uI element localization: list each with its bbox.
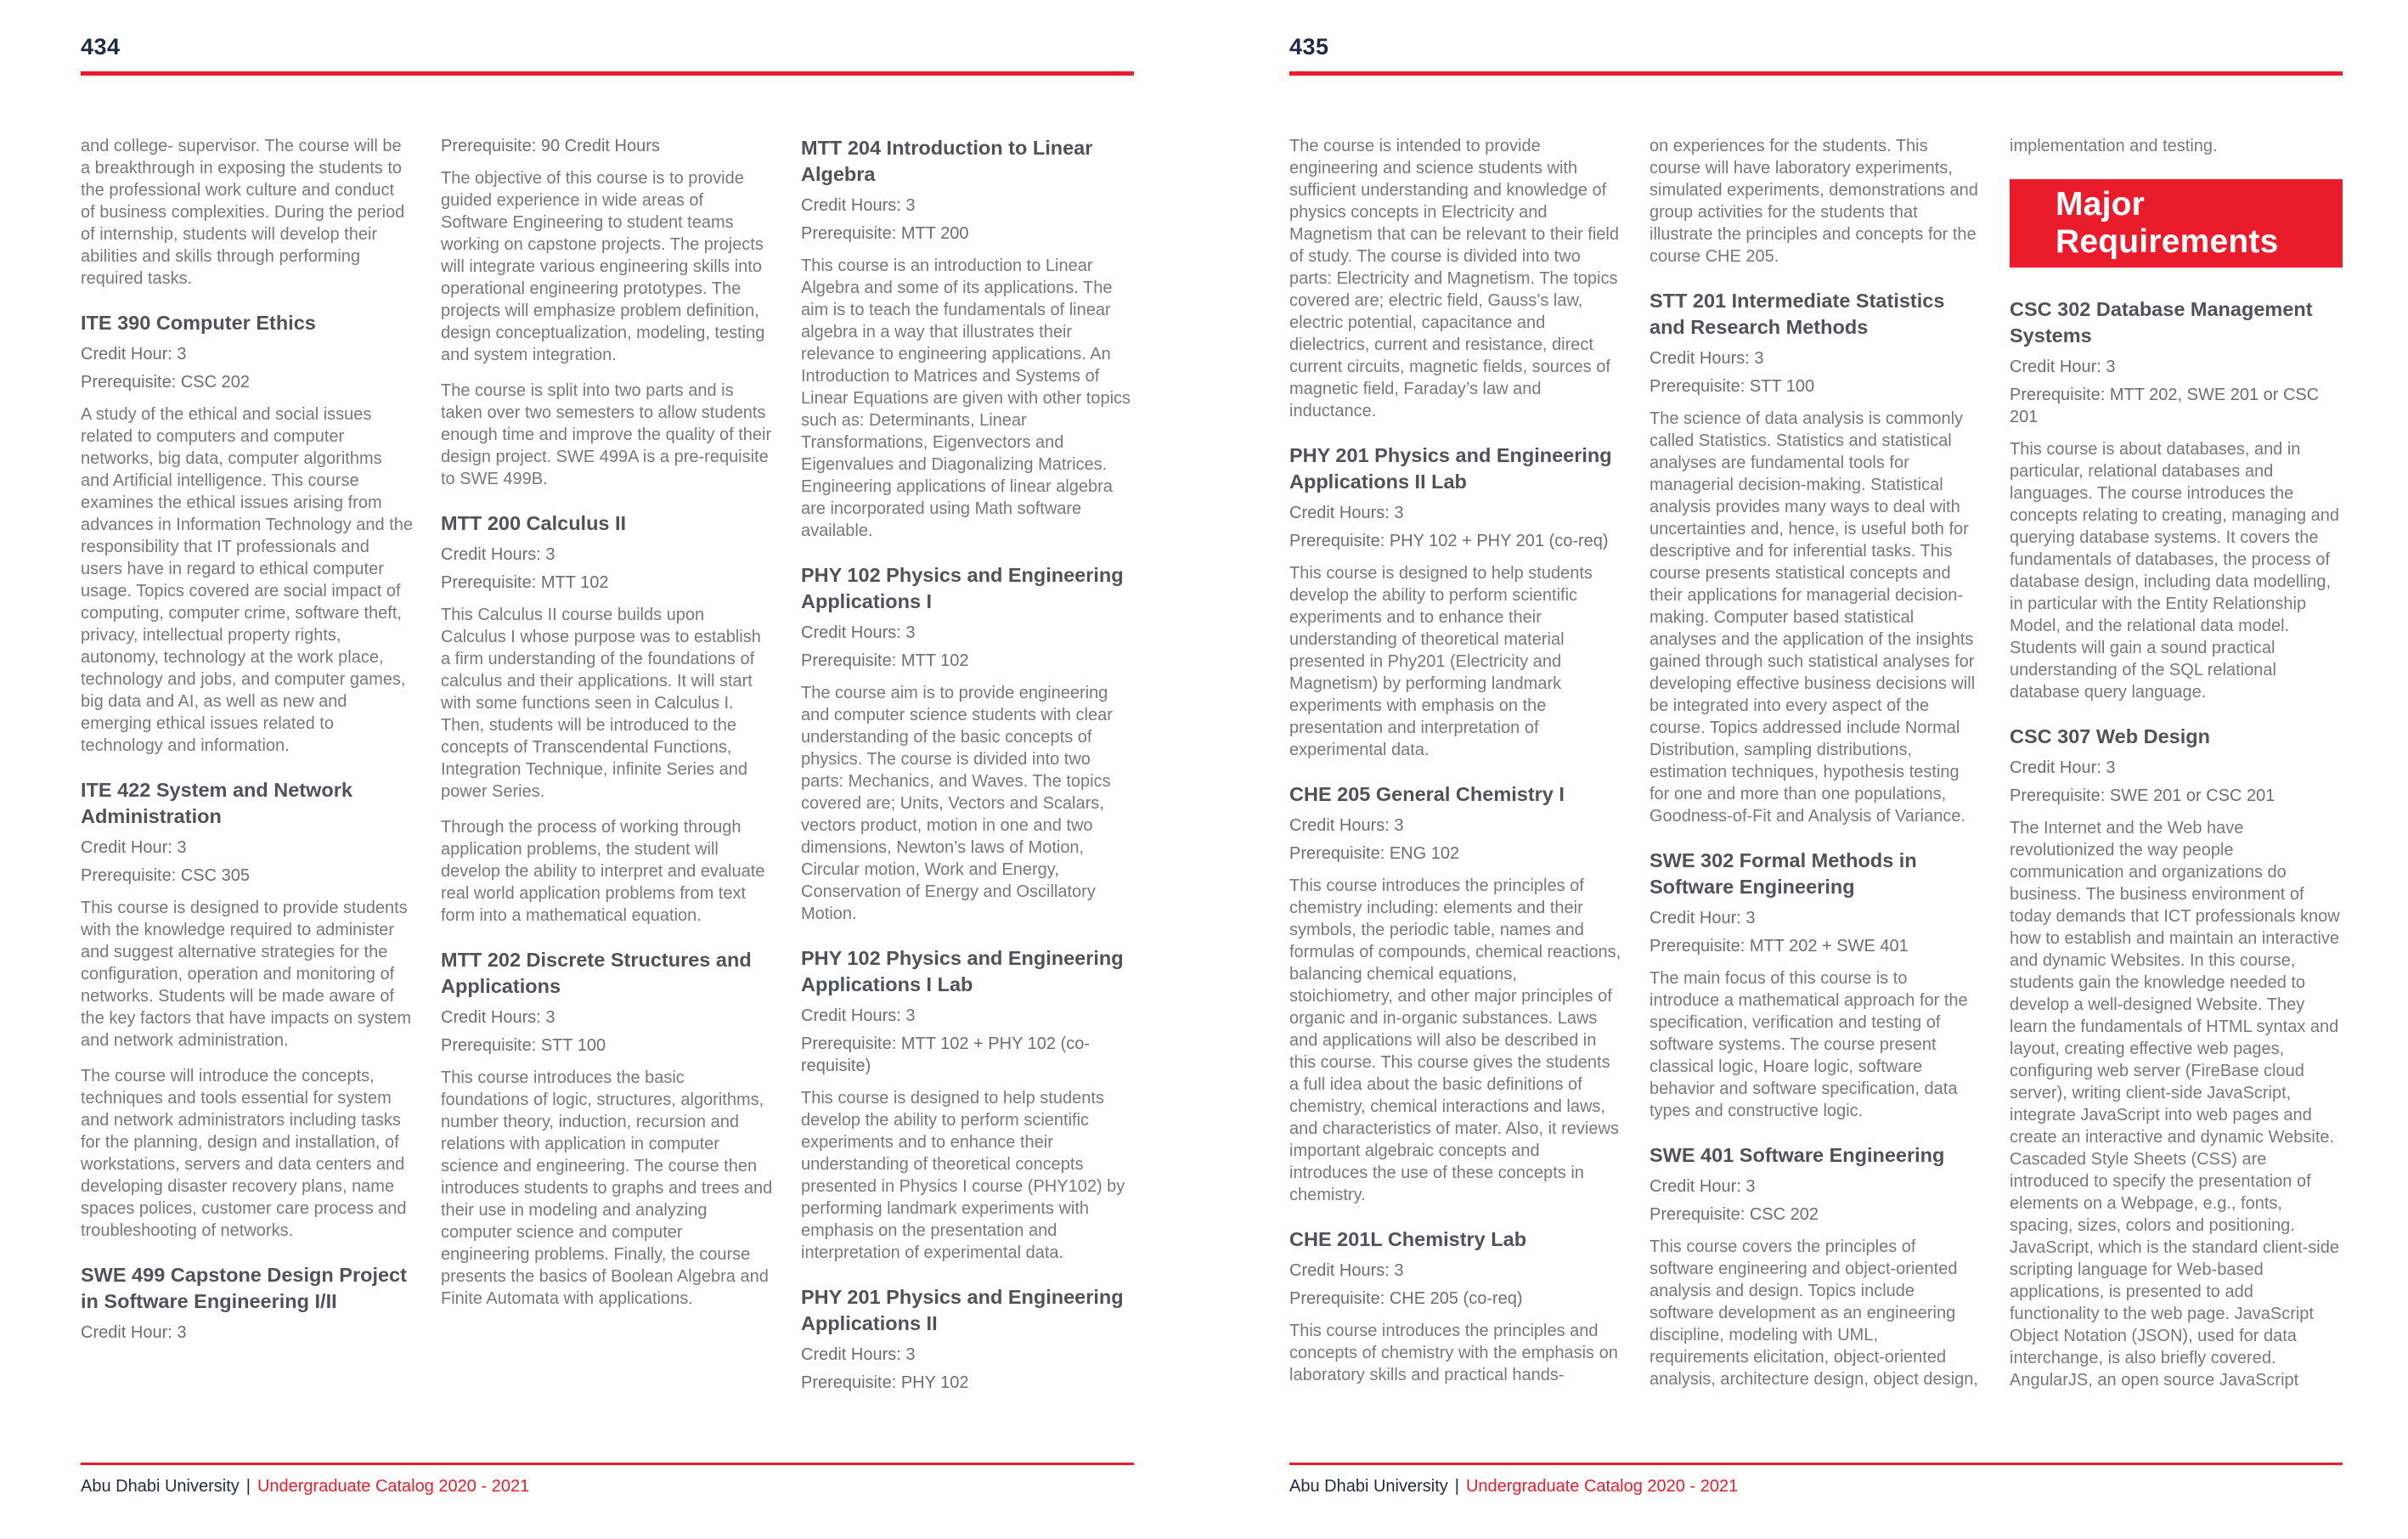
- paragraph: The Internet and the Web have revolutionized the way people communication and organizations do business. The business environment of today demands that ICT professionals know how to establish and maintain an interactive and dynamic Websites. In this course, students gain the knowledge needed to develop a well-designed Website. They learn the fundamentals of HTML syntax and layout, creating effective web pages, configuring web server (FireBase cloud server), writing client-side JavaScript, integrate JavaScript into web pages and create an interactive and dynamic Website. Cascaded Style Sheets (CSS) are introduced to specify the presentation of elements on a Webpage, e.g., fonts, spacing, sizes, colors and positioning. JavaScript, which is the standard client-side scripting language for Web-based applications, is presented to add functionality to the web page. JavaScript Object Notation (JSON), used for data interchange, is also briefly covered. AngularJS, an open source JavaScript: [2010, 819, 2340, 1390]
- course-meta: Credit Hour: 3: [81, 345, 187, 364]
- course-meta: Prerequisite: ENG 102: [1289, 844, 1460, 863]
- course-meta: Prerequisite: SWE 201 or CSC 201: [2010, 786, 2275, 805]
- footer-university-name: Abu Dhabi University: [1289, 1477, 1448, 1496]
- catalog-page-434: [81, 0, 1134, 1539]
- course-meta: Credit Hour: 3: [81, 838, 187, 857]
- course-meta: Credit Hours: 3: [1289, 504, 1404, 522]
- paragraph: A study of the ethical and social issues related to computers and computer networks, big data, computer algorithms and Artificial intelligence. This course examines the ethical issues arising from advances in Information Technology and the responsibility that IT professionals and users have in regard to ethical computer usage. Topics covered are social impact of computing, computer crime, software theft, privacy, intellectual property rights, autonomy, technology at the work place, technology and jobs, and computer games, big data and AI, as well as new and emerging ethical issues related to technology and information.: [81, 405, 414, 755]
- column: [1650, 135, 1982, 1404]
- paragraph: This course is designed to help students develop the ability to perform scientific experiments and to enhance their understanding of theoretical concepts presented in Physics I course (PHY102) by performing landmark experiments with emphasis on the presentation and interpretation of experimental data.: [801, 1089, 1125, 1262]
- course-meta: Credit Hours: 3: [441, 545, 555, 564]
- course-meta: Credit Hour: 3: [1650, 1177, 1756, 1196]
- banner-label: Major Requirements: [2056, 186, 2279, 260]
- course-title: PHY 102 Physics and Engineering Applications I Lab: [801, 947, 1124, 995]
- course-meta: Prerequisite: CSC 305: [81, 866, 250, 885]
- page-number: 434: [81, 34, 121, 59]
- course-title: SWE 401 Software Engineering: [1650, 1144, 1945, 1166]
- paragraph: This course is designed to help students develop the ability to perform scientific experiments and to enhance their understanding of theoretical material presented in Phy201 (Electricity and Magnetism) by performing landmark experiments with emphasis on the presentation and interpretation of experimental data.: [1289, 564, 1593, 759]
- course-meta: Credit Hours: 3: [801, 623, 916, 642]
- course-meta: Credit Hour: 3: [2010, 358, 2116, 376]
- course-title: CHE 205 General Chemistry I: [1289, 783, 1565, 805]
- page-number: 435: [1289, 34, 1329, 59]
- paragraph: The course is split into two parts and is taken over two semesters to allow students enough time and improve the quality of their design project. SWE 499A is a pre-requisite to SWE 499B.: [441, 381, 772, 488]
- column: [1289, 135, 1621, 1400]
- header-rule: [81, 71, 1134, 76]
- course-title: ITE 422 System and Network Administration: [81, 779, 352, 827]
- course-meta: Prerequisite: MTT 202 + SWE 401: [1650, 937, 1909, 956]
- course-meta: Credit Hours: 3: [1289, 1261, 1404, 1280]
- course-title: MTT 200 Calculus II: [441, 512, 627, 534]
- catalog-page-435: [1289, 0, 2343, 1539]
- course-meta: Prerequisite: PHY 102: [801, 1373, 969, 1392]
- major-requirements-banner: [2010, 179, 2343, 268]
- footer-separator: |: [245, 1477, 251, 1496]
- paragraph: This course is about databases, and in particular, relational databases and languages. The course introduces the concepts relating to creating, managing and querying database systems. It covers the fundamentals of databases, the process of database design, including data modelling, in particular with the Entity Relationship Model, and the relational data model. Students will gain a sound practical understanding of the SQL relational database query language.: [2010, 440, 2340, 702]
- paragraph: on experiences for the students. This course will have laboratory experiments, simulated experiments, demonstrations and group activities for the students that illustrate the principles and concepts for the course CHE 205.: [1650, 137, 1978, 266]
- course-meta: Prerequisite: CSC 202: [81, 373, 250, 392]
- footer-catalog-title: Undergraduate Catalog 2020 - 2021: [1465, 1477, 1739, 1496]
- course-title: PHY 102 Physics and Engineering Applications I: [801, 564, 1124, 612]
- text-columns: [81, 135, 1134, 1400]
- paragraph: The objective of this course is to provide guided experience in wide areas of Software Engineering to student teams working on capstone projects. The projects will integrate various engineering skills into operational engineering prototypes. The projects will emphasize problem definition, design conceptualization, modeling, testing and system integration.: [441, 169, 765, 364]
- footer-separator: |: [1454, 1477, 1459, 1496]
- paragraph: This course is an introduction to Linear Algebra and some of its applications. The aim is to teach the fundamentals of linear algebra in a way that illustrates their relevance to engineering applications. An Introduction to Matrices and Systems of Linear Equations are given with other topics such as: Determinants, Linear Transformations, Eigenvectors and Eigenvalues and Diagonalizing Matrices. Engineering applications of linear algebra are incorporated using Math software available.: [801, 256, 1131, 540]
- course-meta: Credit Hour: 3: [81, 1323, 187, 1342]
- paragraph: This course is designed to provide students with the knowledge required to administer and suggest alternative strategies for the configuration, operation and monitoring of networks. Students will be made aware of the key factors that have impacts on system and network administration.: [81, 899, 412, 1050]
- paragraph: This course covers the principles of software engineering and object-oriented analysis and design. Topics include software development as an engineering discipline, modeling with UML, requirements elicitation, object-oriented analysis, architecture design, object design,: [1650, 1237, 1978, 1389]
- course-title: MTT 202 Discrete Structures and Applications: [441, 949, 752, 997]
- course-title: STT 201 Intermediate Statistics and Research Methods: [1650, 290, 1945, 338]
- paragraph: and college- supervisor. The course will be a breakthrough in exposing the students to the professional work culture and conduct of business complexities. During the period of internship, students will develop their abilities and skills through performing required tasks.: [81, 137, 405, 288]
- course-title: PHY 201 Physics and Engineering Applications II Lab: [1289, 444, 1612, 493]
- course-meta: Credit Hours: 3: [801, 1345, 916, 1364]
- course-meta: Prerequisite: MTT 102: [801, 651, 969, 670]
- column: [2010, 135, 2342, 1405]
- paragraph: The main focus of this course is to introduce a mathematical approach for the specification, verification and testing of software systems. The course present classical logic, Hoare logic, software behavior and software specification, data types and constructive logic.: [1650, 969, 1968, 1120]
- course-meta: Credit Hours: 3: [441, 1008, 555, 1027]
- course-meta: Prerequisite: STT 100: [1650, 377, 1815, 396]
- course-meta: Credit Hour: 3: [1650, 909, 1756, 927]
- paragraph: This course introduces the principles of chemistry including: elements and their symbols, the periodic table, names and formulas of compounds, chemical reactions, balancing chemical equations, stoichiometry, and other major principles of organic and in-organic substances. Laws and applications will also be described in this course. This course gives the students a full idea about the basic definitions of chemistry, chemical interactions and laws, and characteristics of mater. Also, it reviews important algebraic concepts and introduces the use of these concepts in chemistry.: [1289, 877, 1621, 1204]
- course-meta: Credit Hours: 3: [801, 1006, 916, 1025]
- header-rule: [1289, 71, 2343, 76]
- course-title: SWE 499 Capstone Design Project in Software Engineering I/II: [81, 1264, 407, 1312]
- course-meta: Prerequisite: MTT 102: [441, 573, 609, 592]
- course-title: CSC 302 Database Management Systems: [2010, 298, 2313, 347]
- course-title: PHY 201 Physics and Engineering Applications II: [801, 1286, 1124, 1334]
- footer-university-name: Abu Dhabi University: [81, 1477, 240, 1496]
- paragraph: implementation and testing.: [2010, 137, 2218, 155]
- course-meta: Prerequisite: CHE 205 (co-req): [1289, 1289, 1523, 1308]
- paragraph: This course introduces the basic foundations of logic, structures, algorithms, number theory, induction, recursion and relations with application in computer science and engineering. The course then introduces students to graphs and trees and their use in modeling and analyzing computer science and computer engineering problems. Finally, the course presents the basics of Boolean Algebra and Finite Automata with applications.: [441, 1068, 773, 1308]
- paragraph: Through the process of working through application problems, the student will develop the ability to interpret and evaluate real world application problems from text form into a mathematical equation.: [441, 818, 765, 925]
- paragraph: This Calculus II course builds upon Calculus I whose purpose was to establish a firm understanding of the foundations of calculus and their applications. It will start with some functions seen in Calculus I. Then, students will be introduced to the concepts of Transcendental Functions, Integration Technique, infinite Series and power Series.: [441, 606, 761, 801]
- footer-rule: [1289, 1463, 2343, 1465]
- paragraph: The course is intended to provide engineering and science students with sufficient understanding and knowledge of physics concepts in Electricity and Magnetism that can be relevant to their field of study. The course is divided into two parts: Electricity and Magnetism. The topics covered are; electric field, Gauss’s law, electric potential, capacitance and dielectrics, current and resistance, direct current circuits, magnetic fields, sources of magnetic field, Faraday’s law and inductance.: [1289, 137, 1619, 420]
- footer-rule: [81, 1463, 1134, 1465]
- page-footer: [1289, 1463, 2343, 1497]
- course-meta: Prerequisite: MTT 202, SWE 201 or CSC 201: [2010, 386, 2320, 426]
- course-title: CHE 201L Chemistry Lab: [1289, 1228, 1527, 1250]
- course-meta: Prerequisite: MTT 102 + PHY 102 (co-requisite): [801, 1034, 1090, 1075]
- paragraph: The science of data analysis is commonly called Statistics. Statistics and statistical analyses are fundamental tools for managerial decision-making. Statistical analysis provides many ways to deal with uncertainties and, hence, is useful both for descriptive and for inferential tasks. This course presents statistical concepts and their applications for managerial decision-making. Computer based statistical analyses and the application of the insights gained through such statistical analyses for developing effective business decisions will be integrated into every aspect of the course. Topics addressed include Normal Distribution, sampling distributions, estimation techniques, hypothesis testing for one and more than one populations, Goodness-of-Fit and Analysis of Variance.: [1650, 409, 1976, 826]
- course-meta: Credit Hours: 3: [1289, 816, 1404, 835]
- course-title: SWE 302 Formal Methods in Software Engineering: [1650, 849, 1917, 898]
- footer-text: [81, 1477, 1134, 1497]
- course-meta: Credit Hour: 3: [2010, 758, 2116, 777]
- course-title: MTT 204 Introduction to Linear Algebra: [801, 137, 1093, 185]
- course-meta: Prerequisite: MTT 200: [801, 224, 969, 243]
- paragraph: The course aim is to provide engineering and computer science students with clear understanding of the basic concepts of physics. The course is divided into two parts: Mechanics, and Waves. The topics covered are; Units, Vectors and Scalars, vectors product, motion in one and two dimensions, Newton’s laws of Motion, Circular motion, Work and Energy, Conservation of Energy and Oscillatory Motion.: [801, 684, 1113, 923]
- column: [81, 135, 413, 1350]
- course-meta: Prerequisite: PHY 102 + PHY 201 (co-req): [1289, 532, 1609, 550]
- column: [441, 135, 773, 1323]
- footer-catalog-title: Undergraduate Catalog 2020 - 2021: [257, 1477, 530, 1496]
- text-columns: [1289, 135, 2343, 1405]
- paragraph: This course introduces the principles and concepts of chemistry with the emphasis on laboratory skills and practical hands-: [1289, 1322, 1618, 1384]
- course-title: ITE 390 Computer Ethics: [81, 312, 316, 334]
- column: [801, 135, 1133, 1400]
- course-meta: Prerequisite: STT 100: [441, 1036, 606, 1055]
- paragraph: The course will introduce the concepts, techniques and tools essential for system and network administrators including tasks for the planning, design and installation, of workstations, servers and data centers and developing disaster recovery plans, name spaces polices, customer care process and troubleshooting of networks.: [81, 1067, 407, 1240]
- course-title: CSC 307 Web Design: [2010, 725, 2210, 747]
- footer-text: [1289, 1477, 2343, 1497]
- page-footer: [81, 1463, 1134, 1497]
- course-meta: Prerequisite: 90 Credit Hours: [441, 137, 660, 155]
- course-meta: Prerequisite: CSC 202: [1650, 1205, 1819, 1224]
- course-meta: Credit Hours: 3: [1650, 349, 1764, 368]
- course-meta: Credit Hours: 3: [801, 196, 916, 215]
